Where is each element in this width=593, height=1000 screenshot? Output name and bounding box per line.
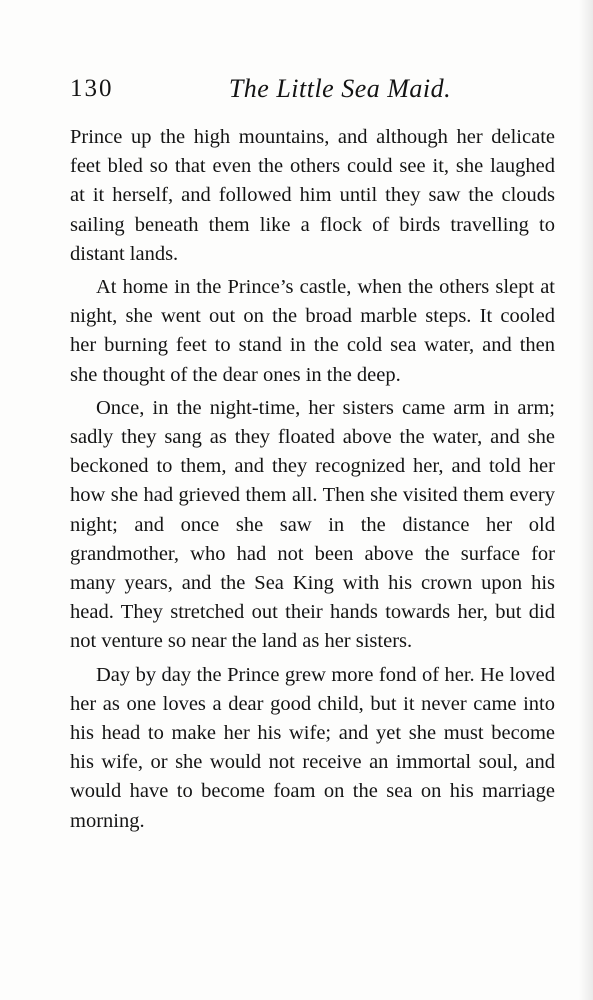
page-number: 130 [70,75,114,102]
body-text [70,123,555,840]
page-header [70,72,550,106]
paragraph-3: Once, in the night-time, her sisters came arm in arm; sadly they sang as they floated above the water, and she beckoned to them, and they recognized her, and told her how she had grieved them all. Then she visited them every night; and once she saw in the distance her old grandmother, who had not been above the surface for many years, and the Sea King with his crown upon his head. They stretched out their hands towards her, but did not venture so near the land as her sisters. [70,396,555,653]
paragraph-1: Prince up the high mountains, and although her delicate feet bled so that even the others could see it, she laughed at it herself, and followed him until they saw the clouds sailing beneath them like a flock of birds travelling to distant lands. [70,126,555,265]
running-title: The Little Sea Maid. [228,74,452,103]
paragraph-4: Day by day the Prince grew more fond of her. He loved her as one loves a dear good child, but it never came into his head to make her his wife; and yet she must become his wife, or she would not receive an immortal soul, and would have to become foam on the sea on his marriage morning. [70,663,555,832]
paragraph-2: At home in the Prince’s castle, when the others slept at night, she went out on the broad marble steps. It cooled her burning feet to stand in the cold sea water, and then she thought of the dear ones in the deep. [70,276,555,386]
page-edge-shadow [579,0,593,1000]
